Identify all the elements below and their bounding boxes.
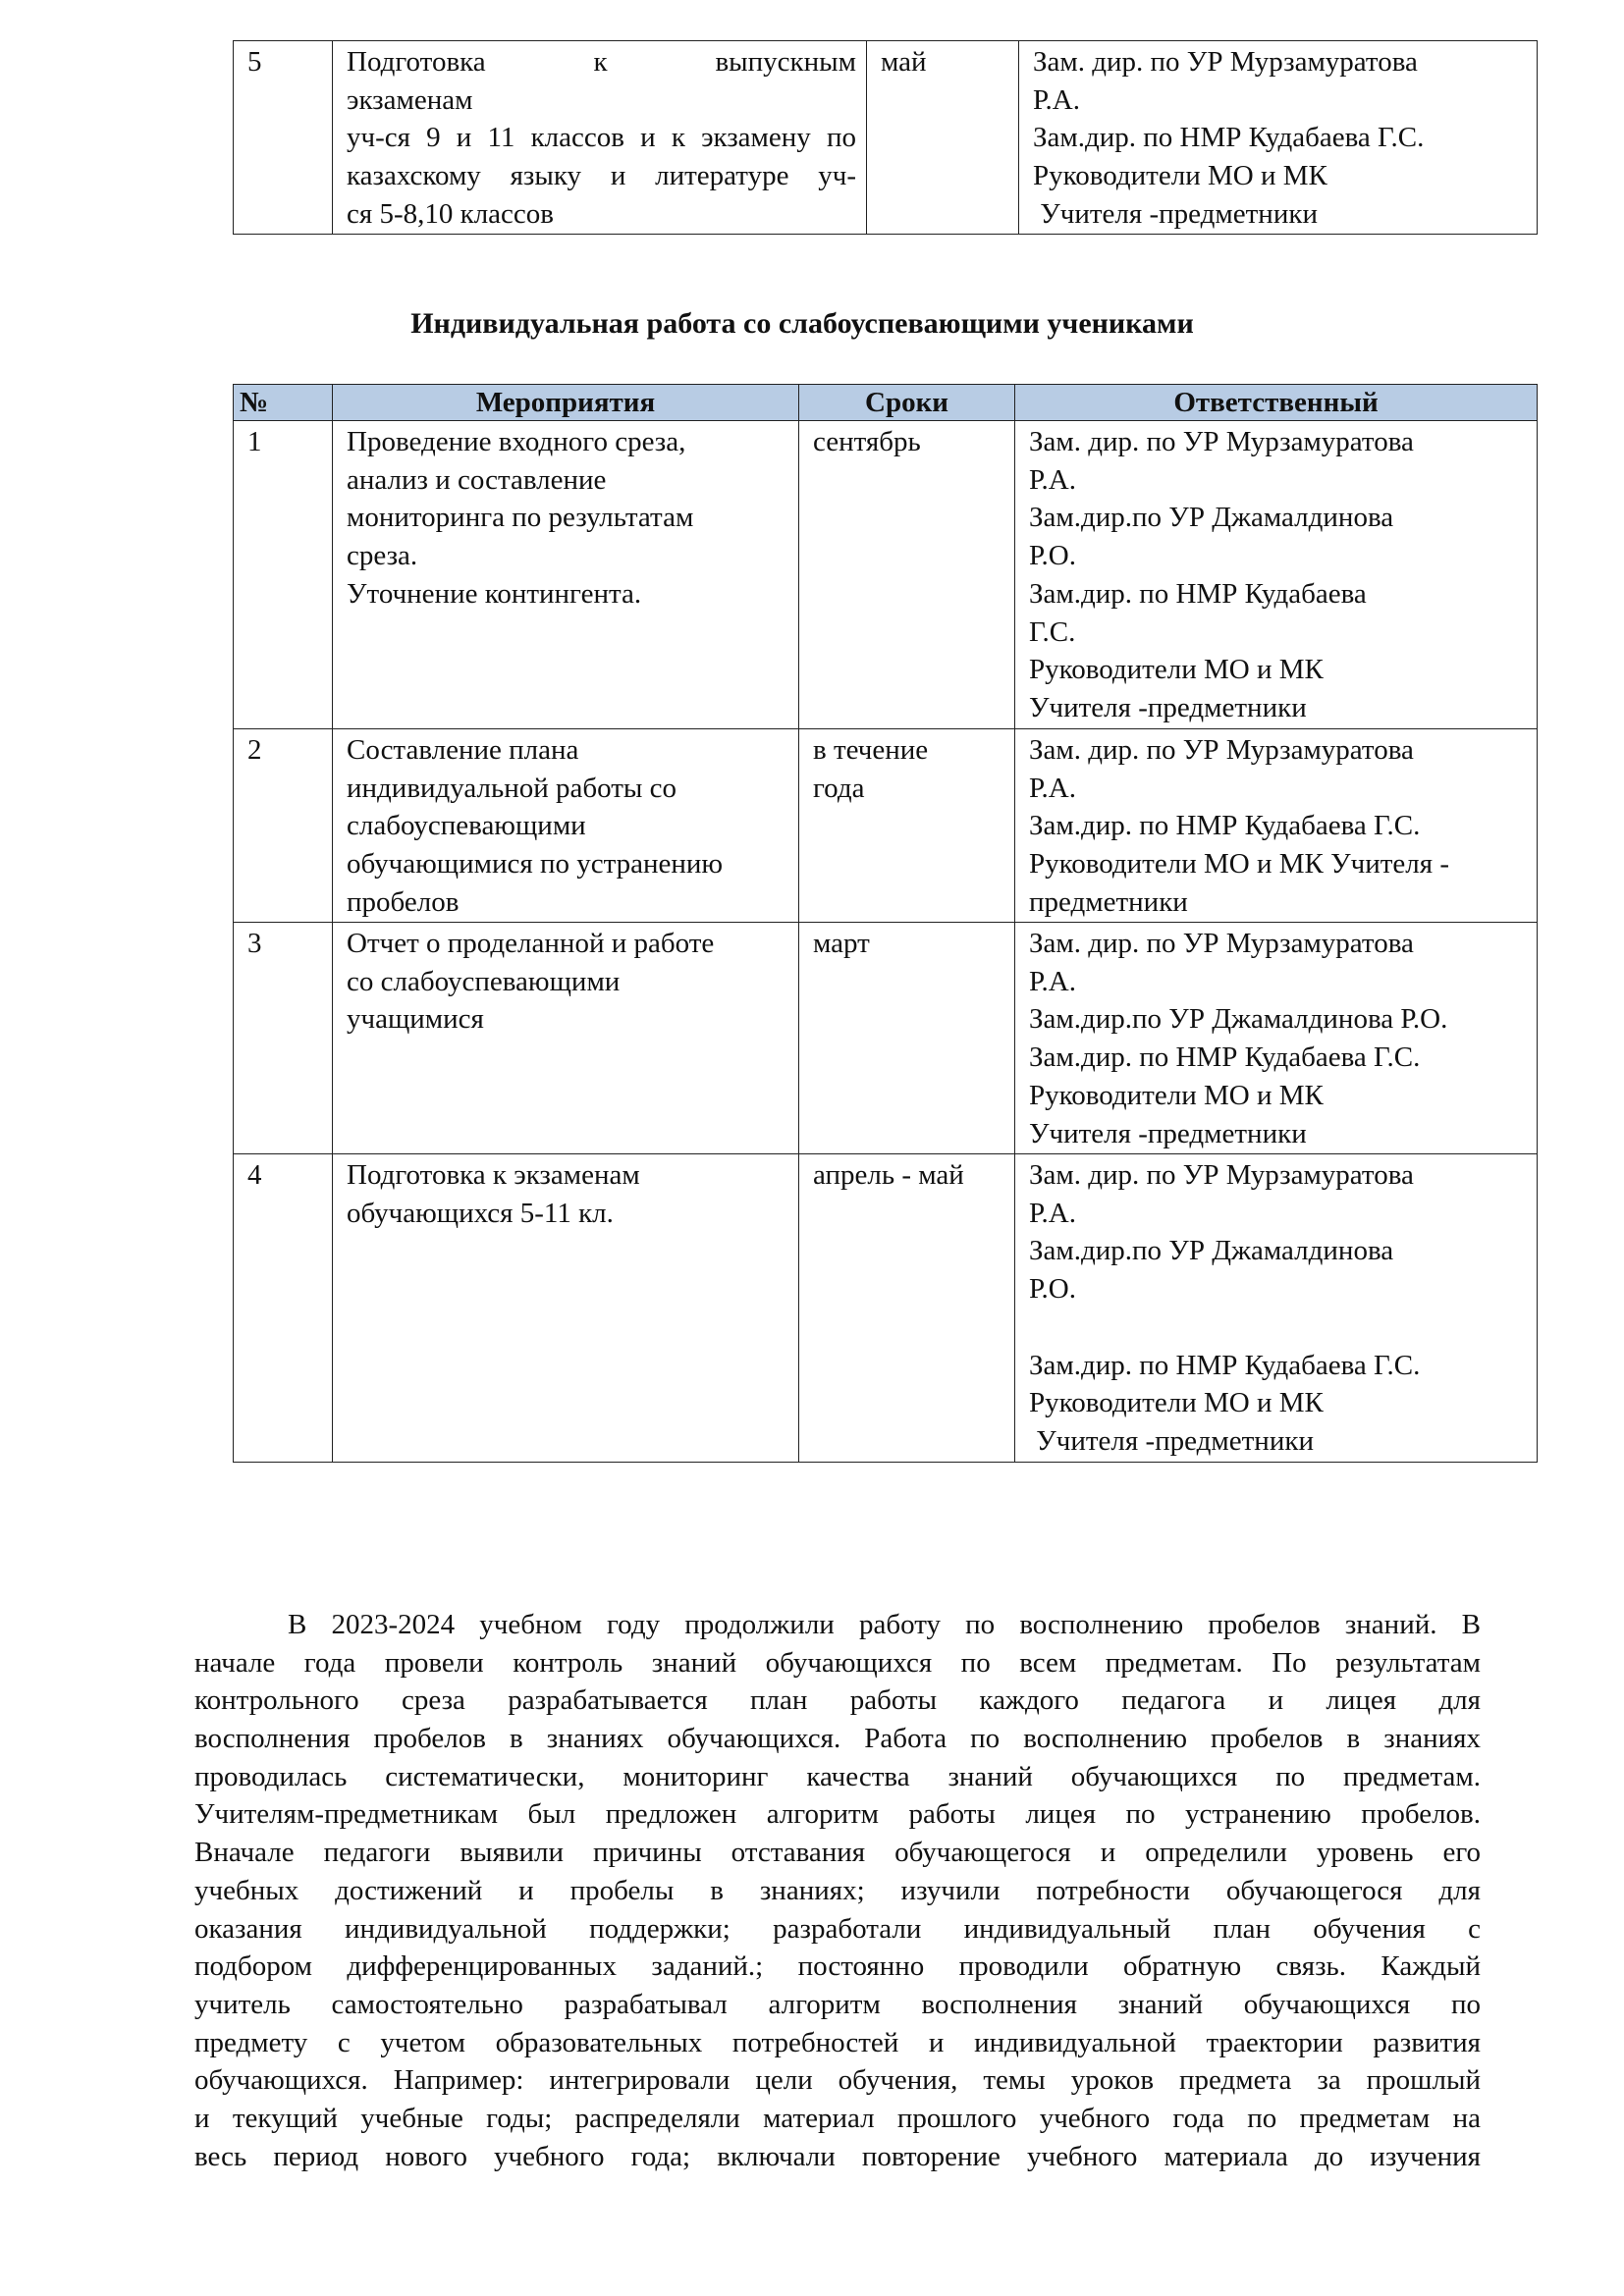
responsible-cell bbox=[1015, 923, 1538, 1154]
cell-line: Руководители МО и МК bbox=[1029, 654, 1324, 686]
cell-line: учащимися bbox=[347, 1003, 484, 1036]
event-cell bbox=[333, 729, 799, 923]
table-row bbox=[234, 41, 1538, 235]
responsible-cell bbox=[1015, 1154, 1538, 1463]
cell-line: Учителя -предметники bbox=[1029, 1117, 1307, 1149]
cell-line: обучающихся 5-11 кл. bbox=[347, 1197, 614, 1229]
cell-line: Р.О. bbox=[1029, 540, 1076, 572]
cell-line: Составление плана bbox=[347, 734, 579, 766]
cell-line: Зам.дир.по УР Джамалдинова bbox=[1029, 1235, 1394, 1267]
cell-line: Отчет о проделанной и работе bbox=[347, 928, 715, 959]
column-header-terms: Сроки bbox=[799, 385, 1015, 421]
table-row bbox=[234, 1154, 1538, 1463]
cell-line: Зам. дир. по УР Мурзамуратова bbox=[1029, 1159, 1414, 1191]
cell-line: обучающимися по устранению bbox=[347, 848, 724, 881]
paragraph-line: обучающихся. Например: интегрировали цели обучения, темы уроков предмета за прошлый bbox=[194, 2064, 1481, 2097]
cell-line: Зам.дир.по УР Джамалдинова bbox=[1029, 502, 1394, 534]
cell-line: Р.А. bbox=[1029, 965, 1076, 997]
paragraph-line: учитель самостоятельно разрабатывал алгоритм восполнения знаний обучающихся по bbox=[194, 1988, 1481, 2020]
paragraph-line: оказания индивидуальной поддержки; разработали индивидуальный план обучения с bbox=[194, 1912, 1481, 1945]
cell-line: индивидуальной работы со bbox=[347, 772, 677, 804]
paragraph-line: проводилась систематически, мониторинг качества знаний обучающихся по предметам. bbox=[194, 1760, 1481, 1792]
table-header-row bbox=[234, 385, 1538, 421]
paragraph-line: и текущий учебные годы; распределяли материал прошлого учебного года по предметам на bbox=[194, 2102, 1481, 2134]
row-number: 5 bbox=[234, 41, 333, 235]
column-header-number: № bbox=[234, 385, 333, 421]
cell-line: Зам.дир. по НМР Кудабаева Г.С. bbox=[1029, 1041, 1421, 1074]
event-cell bbox=[333, 923, 799, 1154]
cell-line: казахскому языку и литературе уч- bbox=[347, 160, 856, 192]
cell-line: сентябрь bbox=[813, 426, 921, 457]
cell-line: Зам.дир. по НМР Кудабаева Г.С. bbox=[1033, 122, 1425, 154]
cell-line: предметники bbox=[1029, 885, 1188, 918]
event-cell bbox=[333, 1154, 799, 1463]
cell-line: Р.А. bbox=[1029, 772, 1076, 804]
cell-line: экзаменам bbox=[347, 83, 473, 116]
cell-line: Руководители МО и МК bbox=[1029, 1387, 1324, 1419]
cell-line: года bbox=[813, 772, 865, 804]
cell-line: Подготовка к выпускным bbox=[347, 46, 856, 78]
paragraph-line: весь период нового учебного года; включали повторение учебного материала до изучения bbox=[194, 2140, 1481, 2172]
cell-line: Учителя -предметники bbox=[1029, 1424, 1314, 1457]
cell-line: Проведение входного среза, bbox=[347, 426, 686, 457]
paragraph-line: Вначале педагоги выявили причины отставания обучающегося и определили уровень его bbox=[194, 1837, 1481, 1869]
cell-line: апрель - май bbox=[813, 1159, 964, 1191]
cell-line: Р.О. bbox=[1029, 1273, 1076, 1306]
row-number: 2 bbox=[234, 729, 333, 923]
cell-line: со слабоуспевающими bbox=[347, 965, 621, 997]
cell-line: Зам. дир. по УР Мурзамуратова bbox=[1029, 928, 1414, 959]
cell-line: Уточнение контингента. bbox=[347, 577, 642, 610]
column-header-events: Мероприятия bbox=[333, 385, 799, 421]
cell-line: Зам.дир.по УР Джамалдинова Р.О. bbox=[1029, 1003, 1448, 1036]
paragraph-line: Учителям-предметникам был предложен алгоритм работы лицея по устранению пробелов. bbox=[194, 1798, 1481, 1831]
paragraph-line: учебных достижений и пробелы в знаниях; изучили потребности обучающегося для bbox=[194, 1874, 1481, 1906]
cell-line: Р.А. bbox=[1029, 1197, 1076, 1229]
cell-line: Руководители МО и МК Учителя - bbox=[1029, 848, 1449, 881]
responsible-cell bbox=[1015, 421, 1538, 729]
cell-line: Подготовка к экзаменам bbox=[347, 1159, 640, 1191]
table-row bbox=[234, 421, 1538, 729]
cell-line: Г.С. bbox=[1029, 615, 1076, 648]
paragraph-line: восполнения пробелов в знаниях обучающихся. Работа по восполнению пробелов в знаниях bbox=[194, 1723, 1481, 1755]
cell-line: ся 5-8,10 классов bbox=[347, 197, 554, 230]
cell-line: Зам.дир. по НМР Кудабаева Г.С. bbox=[1029, 810, 1421, 842]
continued-plan-table bbox=[233, 40, 1538, 235]
paragraph-line: В 2023-2024 учебном году продолжили работу по восполнению пробелов знаний. В bbox=[288, 1609, 1481, 1640]
term-cell bbox=[799, 729, 1015, 923]
paragraph-line: предмету с учетом образовательных потребностей и индивидуальной траектории развития bbox=[194, 2026, 1481, 2058]
cell-line: мониторинга по результатам bbox=[347, 502, 694, 534]
cell-line: слабоуспевающими bbox=[347, 810, 586, 842]
responsible-cell bbox=[1015, 729, 1538, 923]
cell-line: пробелов bbox=[347, 885, 460, 918]
cell-line: Р.А. bbox=[1033, 83, 1080, 116]
paragraph-line: подбором дифференцированных заданий.; постоянно проводили обратную связь. Каждый bbox=[194, 1950, 1481, 1983]
cell-line: в течение bbox=[813, 734, 929, 766]
cell-line: Зам. дир. по УР Мурзамуратова bbox=[1033, 46, 1418, 78]
event-cell bbox=[333, 41, 867, 235]
row-number: 3 bbox=[234, 923, 333, 1154]
term-cell: май bbox=[867, 41, 1019, 235]
cell-line: Учителя -предметники bbox=[1029, 691, 1307, 723]
cell-line: уч-ся 9 и 11 классов и к экзамену по bbox=[347, 122, 856, 154]
plan-table bbox=[233, 384, 1538, 1463]
table-row bbox=[234, 923, 1538, 1154]
cell-line: анализ и составление bbox=[347, 463, 607, 496]
cell-line: Зам.дир. по НМР Кудабаева Г.С. bbox=[1029, 1349, 1421, 1381]
responsible-cell bbox=[1019, 41, 1538, 235]
cell-line bbox=[1029, 1308, 1527, 1347]
cell-line: Зам. дир. по УР Мурзамуратова bbox=[1029, 734, 1414, 766]
cell-line: март bbox=[813, 928, 870, 959]
row-number: 4 bbox=[234, 1154, 333, 1463]
event-cell bbox=[333, 421, 799, 729]
cell-line: среза. bbox=[347, 540, 418, 572]
cell-line: Р.А. bbox=[1029, 463, 1076, 496]
cell-line: Учителя -предметники bbox=[1033, 197, 1318, 230]
row-number: 1 bbox=[234, 421, 333, 729]
cell-line: Руководители МО и МК bbox=[1029, 1079, 1324, 1111]
paragraph-line: контрольного среза разрабатывается план работы каждого педагога и лицея для bbox=[194, 1684, 1481, 1717]
term-cell bbox=[799, 421, 1015, 729]
term-cell bbox=[799, 1154, 1015, 1463]
paragraph-line: начале года провели контроль знаний обучающихся по всем предметам. По результатам bbox=[194, 1646, 1481, 1679]
cell-line: Зам. дир. по УР Мурзамуратова bbox=[1029, 426, 1414, 457]
table-row bbox=[234, 729, 1538, 923]
cell-line: Зам.дир. по НМР Кудабаева bbox=[1029, 577, 1367, 610]
cell-line: Руководители МО и МК bbox=[1033, 160, 1327, 192]
column-header-responsible: Ответственный bbox=[1015, 385, 1538, 421]
term-cell bbox=[799, 923, 1015, 1154]
body-paragraph bbox=[194, 1606, 1481, 2175]
section-heading: Индивидуальная работа со слабоуспевающими учениками bbox=[410, 307, 1194, 340]
